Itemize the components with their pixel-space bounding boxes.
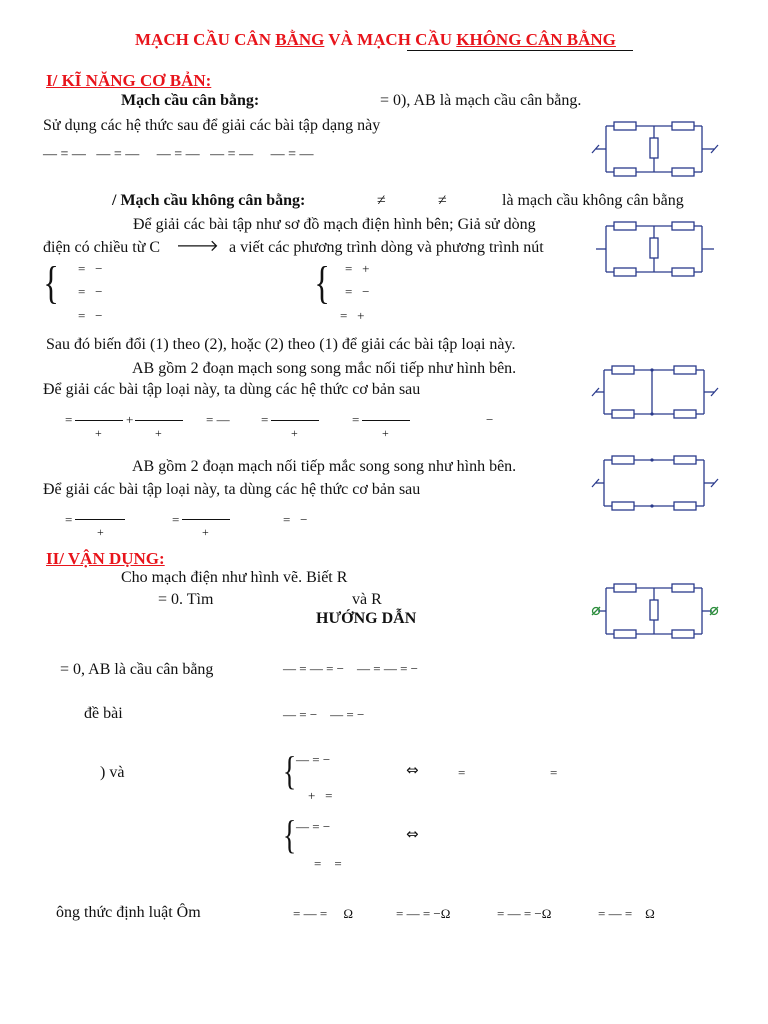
s2-and-r-text: và R xyxy=(352,591,382,608)
f2-den2: + xyxy=(155,426,162,440)
f3-den2: + xyxy=(202,525,209,539)
title-underline xyxy=(407,50,633,51)
s1-unbalanced-label: / Mạch cầu không cân bằng: xyxy=(112,192,306,209)
sys2-row2: = − xyxy=(345,284,370,299)
f2-frac-bar-2 xyxy=(135,420,183,421)
g-balanced-formula: — = — = − — = — = − xyxy=(283,661,418,676)
s1-transform-text: Sau đó biến đổi (1) theo (2), hoặc (2) theo (1) để giải các bài tập loại này. xyxy=(46,336,516,353)
f2-frac-bar-4 xyxy=(362,420,410,421)
parallel-series-circuit-diagram xyxy=(590,362,720,422)
equivalence-icon-1: ⇔ xyxy=(406,761,419,779)
s1-basic-relations-text-1: Để giải các bài tập loại này, ta dùng các hệ thức cơ bản sau xyxy=(43,381,421,398)
bridge-circuit-diagram-2 xyxy=(590,218,720,280)
s1-unbalanced-text: là mạch cầu không cân bằng xyxy=(502,192,684,209)
f2-eq2: = — xyxy=(206,412,230,427)
title-part2: BẰNG xyxy=(275,30,325,49)
left-brace-3: { xyxy=(282,748,297,793)
s1-formula-row: — = — — = — — = — — = — — = — xyxy=(43,147,314,162)
g-ohm-law-text: ông thức định luật Ôm xyxy=(56,904,201,921)
g-sysB-row2: = = xyxy=(314,856,342,871)
f2-den4: + xyxy=(382,426,389,440)
g-ohm-formula-4: = — = Ω xyxy=(598,906,655,921)
f2-frac-bar-3 xyxy=(271,420,319,421)
f3-eq2: = xyxy=(172,512,180,527)
f2-eq3: = xyxy=(261,412,269,427)
s2-given-text: Cho mạch điện như hình vẽ. Biết R xyxy=(121,569,348,586)
g-ohm-formula-2: = — = −Ω xyxy=(396,906,451,921)
guide-heading: HƯỚNG DẪN xyxy=(316,610,417,627)
bridge-circuit-diagram-1 xyxy=(590,118,720,180)
s1-basic-relations-text-2: Để giải các bài tập loại này, ta dùng các hệ thức cơ bản sau xyxy=(43,481,421,498)
left-brace-4: { xyxy=(282,812,297,857)
f3-den1: + xyxy=(97,525,104,539)
s2-find-text: = 0. Tìm xyxy=(158,591,214,608)
g-ohm-formula-3: = — = −Ω xyxy=(497,906,552,921)
g-problem-formula: — = − — = − xyxy=(283,707,365,722)
page-title xyxy=(135,31,616,48)
title-part3: VÀ MẠCH CẦU xyxy=(324,30,457,49)
s1-balanced-text: = 0), AB là mạch cầu cân bằng. xyxy=(380,92,582,109)
f3-eq1: = xyxy=(65,512,73,527)
title-part4: KHÔNG CÂN BẰNG xyxy=(456,30,616,49)
f2-den1: + xyxy=(95,426,102,440)
f2-den3: + xyxy=(291,426,298,440)
f3-frac-bar-2 xyxy=(182,519,230,520)
section-heading-1: I/ KĨ NĂNG CƠ BẢN: xyxy=(46,71,212,90)
s1-parallel-series-text: AB gồm 2 đoạn mạch song song mắc nối tiếp như hình bên. xyxy=(132,360,517,377)
f2-eq4: = xyxy=(352,412,360,427)
s1-balanced-label: Mạch cầu cân bằng: xyxy=(121,92,260,109)
s1-direction-text: điện có chiều từ C xyxy=(43,239,161,256)
s1-series-parallel-text: AB gồm 2 đoạn mạch nối tiếp mắc song song như hình bên. xyxy=(132,458,517,475)
g-ohm-formula-1: = — = Ω xyxy=(293,906,354,921)
f2-frac-bar-1 xyxy=(75,420,123,421)
g-problem-text: đề bài xyxy=(84,705,123,722)
f3-eq3: = − xyxy=(283,512,308,527)
left-brace-1: { xyxy=(43,257,59,308)
series-parallel-circuit-diagram xyxy=(590,452,720,514)
g-sysA-row2: + = xyxy=(308,788,333,803)
f2-plus1: + xyxy=(126,412,134,427)
g-balanced-text: = 0, AB là cầu cân bằng xyxy=(60,661,214,678)
section-heading-2: II/ VẬN DỤNG: xyxy=(46,549,165,568)
f3-frac-bar-1 xyxy=(75,519,125,520)
f2-eq1: = xyxy=(65,412,73,427)
sys1-row2: = − xyxy=(78,284,103,299)
f2-minus: − xyxy=(486,412,494,427)
g-sysB-row1: — = − xyxy=(296,819,331,834)
s1-circuit-text: Để giải các bài tập như sơ đồ mạch điện hình bên; Giả sử dòng xyxy=(133,216,536,233)
g-eq-c: = xyxy=(458,765,466,780)
g-sysA-row1: — = − xyxy=(296,752,331,767)
g-eq-d: = xyxy=(550,765,558,780)
equivalence-icon-2: ⇔ xyxy=(406,825,419,843)
right-arrow-icon: 🡒 xyxy=(176,236,219,255)
application-bridge-circuit-diagram xyxy=(590,580,720,642)
neq-sign-1: ≠ xyxy=(377,192,386,209)
left-brace-2: { xyxy=(314,257,330,308)
s1-equations-text: a viết các phương trình dòng và phương trình nút xyxy=(229,239,544,256)
g-and-text: ) và xyxy=(100,764,125,781)
sys2-row1: = + xyxy=(345,261,370,276)
sys1-row1: = − xyxy=(78,261,103,276)
s1-usage-text: Sử dụng các hệ thức sau để giải các bài tập dạng này xyxy=(43,117,381,134)
sys1-row3: = − xyxy=(78,308,103,323)
neq-sign-2: ≠ xyxy=(438,192,447,209)
title-part1: MẠCH CẦU CÂN xyxy=(135,30,276,49)
sys2-row3: = + xyxy=(340,308,365,323)
